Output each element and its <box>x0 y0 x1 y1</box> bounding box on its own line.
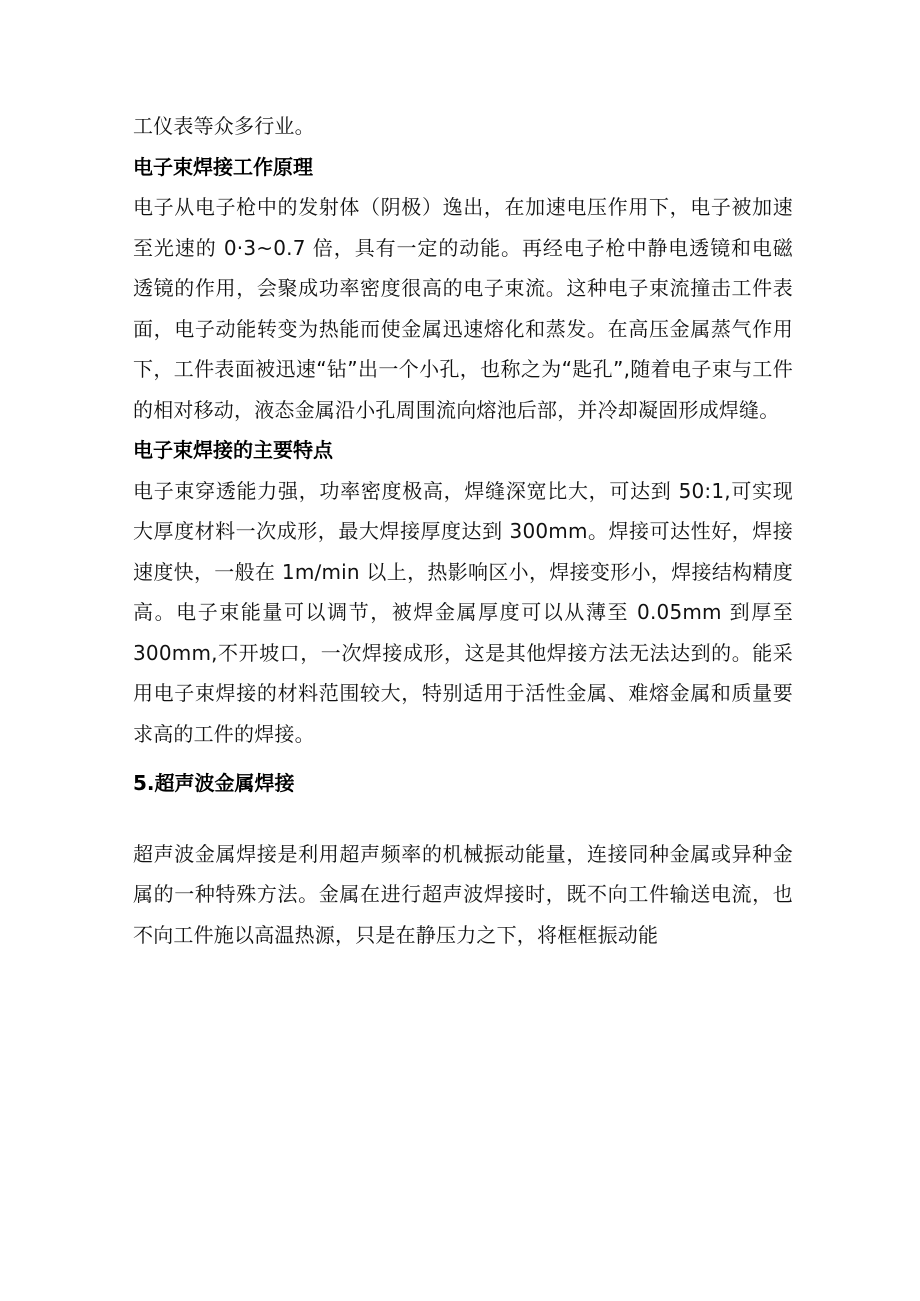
ultrasonic-heading: 5.超声波金属焊接 <box>133 771 295 795</box>
intro-tail-paragraph: 工仪表等众多行业。 <box>133 114 315 138</box>
ebw-principle-heading: 电子束焊接工作原理 <box>133 154 313 179</box>
ultrasonic-paragraph: 超声波金属焊接是利用超声频率的机械振动能量，连接同种金属或异种金属的一种特殊方法。金属在进行超声波焊接时，既不向工件输送电流，也不向工件施以高温热源，只是在静压力之下，将框框振动能 <box>133 841 793 947</box>
document-content <box>133 106 793 955</box>
ebw-principle-paragraph: 电子从电子枪中的发射体（阴极）逸出，在加速电压作用下，电子被加速至光速的 0·3~0.7 倍，具有一定的动能。再经电子枪中静电透镜和电磁透镜的作用，会聚成功率密度很高的电子束流。这种电子束流撞击工件表面，电子动能转变为热能而使金属迅速熔化和蒸发。在高压金属蒸气作用下，工件表面被迅速“钻”出一个小孔，也称之为“匙孔”,随着电子束与工件的相对移动，液态金属沿小孔周围流向熔池后部，并冷却凝固形成焊缝。 <box>133 195 793 422</box>
ebw-features-heading: 电子束焊接的主要特点 <box>133 438 333 462</box>
ebw-features-paragraph: 电子束穿透能力强，功率密度极高，焊缝深宽比大，可达到 50:1,可实现大厚度材料一次成形，最大焊接厚度达到 300mm。焊接可达性好，焊接速度快，一般在 1m∕min 以上，热影响区小，焊接变形小，焊接结构精度高。电子束能量可以调节，被焊金属厚度可以从薄至 0.05mm 到厚至 300mm,不开坡口，一次焊接成形，这是其他焊接方法无法达到的。能采用电子束焊接的材料范围较大，特别适用于活性金属、难熔金属和质量要求高的工件的焊接。 <box>133 478 793 746</box>
